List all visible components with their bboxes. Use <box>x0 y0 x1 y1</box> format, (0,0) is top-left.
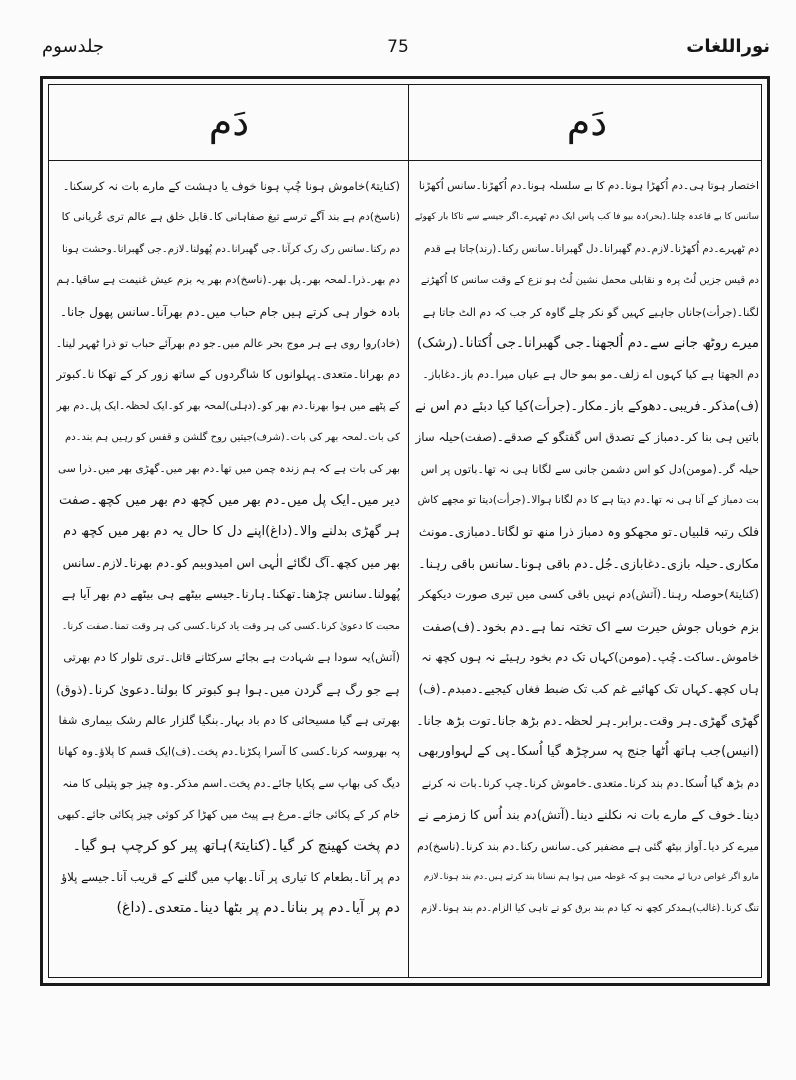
text-line: خام کر کے پکائی جائے۔مرغ ہے پیٹ میں کھڑا کر کوئی چیز پکائی جائے۔کبھی <box>57 808 400 822</box>
page-frame <box>40 76 770 986</box>
text-line: بادہ خوار ہی کرتے ہیں جام حباب میں۔دم بھرآنا۔سانس پھول جانا۔ <box>59 304 400 319</box>
text-line: دم الجھتا ہے کیا کہوں اے زلف۔مو بمو حال ہے عیاں میرا۔دم باز۔دغاباز۔ <box>422 368 759 382</box>
text-line: فلک رتبہ قلبیاں۔تو مجھکو وہ دمباز ذرا منھ تو لگاتا۔دمبازی۔مونث <box>418 524 759 540</box>
text-line: (کنایتہً)خاموش ہونا چُپ ہونا خوف یا دہشت کے مارے بات نہ کرسکنا۔ <box>62 179 400 193</box>
text-line: حیلہ گر۔(مومن)دل کو اس دشمن جانی سے لگانا ہی نہ تھا۔باتوں پر اس <box>420 462 759 476</box>
text-line: کی بات۔لمحہ بھر کی بات۔(شرف)جیتیں روح گلشن و قفس کو رہیں ہم بند۔دم <box>65 432 400 444</box>
left-column-text <box>56 171 400 977</box>
text-line: بت دمباز کے آنا ہی نہ تھا۔دم دیتا ہے کا دم لگانا ہوالا۔(جرأت)دیتا تو مجھے کاش <box>417 494 759 507</box>
text-line: بھر میں کچھ۔آگ لگائے الٰہی اس امیدوبیم کو۔دم بھرنا۔لازم۔سانس <box>62 555 400 570</box>
text-line: پہ بھروسہ کرنا۔کسی کا آسرا پکڑنا۔دم پخت۔(ف)ایک قسم کا پلاؤ۔وہ کھانا <box>58 745 400 759</box>
text-line: دم بڑھ گیا اُسکا۔دم بند کرنا۔متعدی۔خاموش کرنا۔چپ کرنا۔بات نہ کرنے <box>421 776 759 790</box>
text-line: میرے روٹھ جانے سے۔دم اُلجھنا۔جی گھبرانا۔جی اُکتانا۔(رشک) <box>416 335 759 352</box>
text-line: ہے جو رگ ہے گردن میں۔ہوا ہو کبوتر کا بولنا۔دعویٰ کرنا۔(ذوق) <box>56 681 400 697</box>
text-line: دیر میں۔ایک پل میں۔دم بھر میں کچھ دم بھر میں کچھ۔صفت <box>58 493 400 509</box>
right-column-title: دَم <box>566 100 608 144</box>
text-line: بھر کی بات ہے کہ ہم زندہ چمن میں تھا۔دم بھر میں۔گھڑی بھر میں۔ذرا سی <box>57 462 400 475</box>
text-line: مارو اگر غواص دریا ئے محبت ہو کہ غوطہ میں ہوا ہم نسانا بند کرتے ہیں۔دم بند ہونا۔لازم <box>423 871 759 882</box>
text-line: گھڑی گھڑی۔ہر وقت۔برابر۔ہر لحظہ۔دم بڑھ جانا۔توت بڑھ جانا۔ <box>416 712 759 728</box>
dictionary-title: نوراللغات <box>686 36 770 57</box>
column-divider-rule <box>408 85 409 977</box>
text-line: بزم خوباں جوش حیرت سے اک تختہ نما ہے۔دم بخود۔(ف)صفت <box>422 618 759 634</box>
text-line: (خاد)روا روی ہے ہر موج بحر عالم میں۔جو دم بھرآئے حباب تو ذرا ٹھہر لینا۔ <box>56 337 400 351</box>
text-line: دم پر آنا۔بطعام کا تیاری پر آنا۔بھاپ میں گلنے کے قریب آنا۔جیسے پلاؤ <box>61 869 400 884</box>
right-column-text <box>415 171 759 977</box>
text-line: (آتش)یہ سودا ہے شہادت ہے بجائے سرکٹانے قاتل۔تری تلوار کا دم بھرتی <box>63 651 400 665</box>
left-column-title: دَم <box>208 100 250 144</box>
title-divider-rule <box>49 160 761 161</box>
text-line: (انیس)جب ہاتھ اُٹھا جنج پہ سرچڑھ گیا اُسکا۔پی کے لہواوربھی <box>418 744 759 760</box>
page-number: 75 <box>387 37 409 57</box>
text-line: (ناسخ)دم ہے بند آگے ترسے تیغ صفاہانی کا۔قابل خلق ہے عالم تری عُریانی کا <box>61 211 400 224</box>
text-line: دیگ کی بھاپ سے پکایا جائے۔دم پخت۔اسم مذکر۔وہ چیز جو پتیلی کا منہ <box>62 776 400 790</box>
text-line: دم رکنا۔سانس رک رک کرآنا۔جی گھبرانا۔دم پُھولنا۔لازم۔جی گھبرانا۔وحشت ہونا <box>62 243 400 255</box>
text-line: دم بھر۔ذرا۔لمحہ بھر۔پل بھر۔(ناسخ)دم بھر یہ بزم عیش غنیمت ہے ساقیا۔ہم <box>56 274 400 287</box>
text-line: خاموش۔ساکت۔چُپ۔(مومن)کہاں تک دم بخود رہیئے نہ ہوں کچھ نہ <box>421 650 759 665</box>
page-frame-inner <box>48 84 762 978</box>
text-line: بھرتی ہے گیا مسیحائی کا دم باد بہار۔بنگیا گلزار عالم رشک بیماری شفا <box>58 712 400 727</box>
text-line: ہاں کچھ۔کہاں تک کھائیے غم کب تک ضبط فغاں کیجیے۔دمبدم۔(ف) <box>418 681 759 696</box>
text-line: پُھولنا۔سانس چڑھنا۔تھکنا۔ہارنا۔جیسے بیٹھے ہی بیٹھے دم بھر آیا ہے <box>61 587 400 602</box>
text-line: ہر گھڑی بدلنے والا۔(داغ)اپنے دل کا حال یہ دم بھر میں کچھ دم <box>63 524 400 540</box>
text-line: سانس کا بے قاعدہ چلنا۔(بحر)دہ بیو فا کب پاس ایک دم ٹھہرے۔اگر جیسے سے تاکا بار کھوئے <box>415 212 759 223</box>
text-line: اختصار ہوتا ہی۔دم اُکھڑا ہونا۔دم کا بے سلسلہ ہونا۔دم اُکھڑنا۔سانس اُکھڑنا <box>418 180 759 192</box>
text-line: دم بھرانا۔متعدی۔پہلوانوں کا شاگردوں کے ساتھ زور کر کے تھکا نا۔کبوتر <box>56 367 400 382</box>
text-line: مکاری۔حیلہ بازی۔دغابازی۔جُل۔دم باقی ہونا۔سانس باقی رہنا۔ <box>418 555 759 571</box>
text-line: دم ٹھہرے۔دم اُکھڑنا۔لازم۔دم گھبرانا۔دل گھبرانا۔سانس رکنا۔(رند)جاتا ہے قدم <box>424 242 759 255</box>
text-line: (کنایتہً)حوصلہ رہنا۔(آتش)دم نہیں باقی کسی میں تیری صورت دیکھکر <box>418 587 759 602</box>
text-line: باتیں ہی بنا کر۔دمباز کے تصدق اس گفتگو کے صدقے۔(صفت)حیلہ ساز <box>415 430 759 445</box>
volume-label: جلدسوم <box>42 36 105 57</box>
text-line: دم قیس جزیں لُٹ پرہ و نقابلی محمل نشین لُٹ ہو نزع کے وقت سانس کا اُکھڑنے <box>420 275 759 287</box>
text-line: دینا۔خوف کے مارے بات نہ نکلنے دینا۔(آتش)دم بند اُس کا زمزمے نے <box>417 807 759 823</box>
text-line: محبت کا دعویٰ کرنا۔کسی کی ہر وقت یاد کرنا۔کسی کی ہر وقت تمنا۔صفت کرنا۔ <box>61 620 400 632</box>
text-line: دم پر آیا۔دم پر بنانا۔دم پر بٹھا دینا۔متعدی۔(داغ) <box>116 900 400 917</box>
text-line: (ف)مذکر۔فریبی۔دھوکے باز۔مکار۔(جرأت)کیا کیا دبئے دم اس نے <box>415 398 759 414</box>
text-line: تنگ کرنا۔(غالب)ہمدکر کچھ نہ کیا دم بند برق کو تے تاہی کیا الزام۔دم بند ہونا۔لازم <box>421 903 759 915</box>
text-line: لگنا۔(جرأت)جاناں جاہیے کہیں گو نکر چلے گاوہ کر جب کہ دم الٹ جاتا ہے <box>422 305 759 319</box>
text-line: کے پٹھے میں ہوا بھرنا۔دم بھر کو۔(دہلی)لمحہ بھر کو۔ایک لحظہ۔ایک پل۔دم بھر <box>56 399 400 412</box>
text-line: میرے کر دیا۔آواز بیٹھ گئی ہے مضفیر کی۔سانس رکنا۔دم بند کرنا۔(ناسخ)دم <box>417 839 759 853</box>
text-line: دم پخت کھینچ کر گیا۔(کنایتہً)ہاتھ پیر کو کرچپ ہو گیا۔ <box>72 837 400 854</box>
